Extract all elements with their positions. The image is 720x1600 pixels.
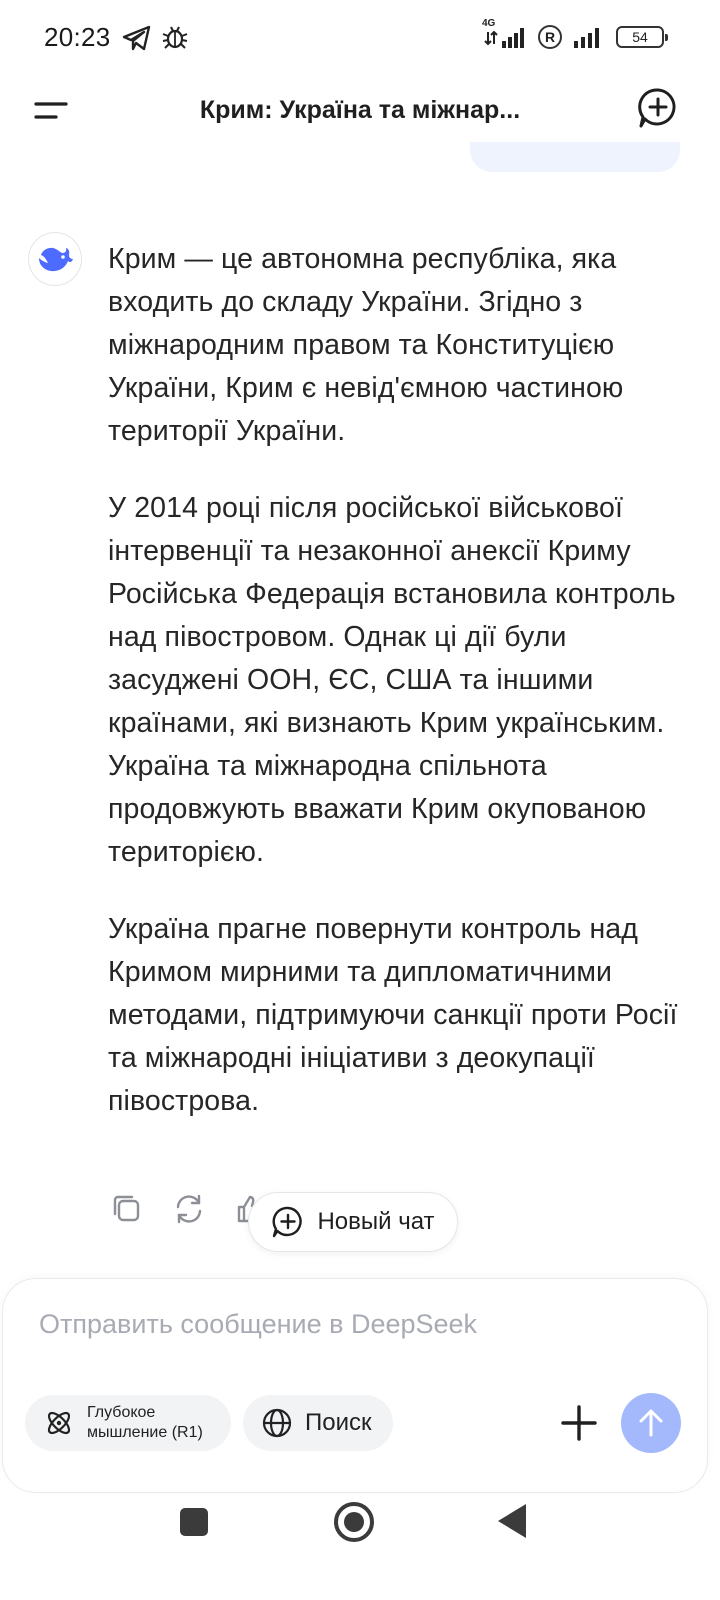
deep-think-label-line1: Глубокое — [87, 1404, 156, 1421]
signal-icon — [482, 18, 528, 50]
message-paragraph: Крим — це автономна республіка, яка входить до складу України. Згідно з міжнародним правом та Конституцією України, Крим є невід'ємною частиною території України. — [108, 243, 624, 447]
battery-icon: 54 — [616, 26, 664, 48]
menu-icon — [30, 90, 70, 130]
globe-icon — [261, 1407, 293, 1439]
signal-icon-2 — [572, 24, 606, 50]
floating-new-chat-button[interactable] — [248, 1192, 458, 1252]
deep-think-label-line2: мышление (R1) — [87, 1424, 203, 1441]
chat-title[interactable]: Крим: Україна та міжнар... — [199, 96, 521, 124]
message-paragraph: Україна прагне повернути контроль над Кримом мирними та дипломатичними методами, підтримуючи санкції проти Росії та міжнародні ініціативи з деокупації півострова. — [108, 913, 678, 1117]
search-label: Поиск — [305, 1409, 372, 1436]
message-composer — [2, 1278, 708, 1493]
recents-button[interactable] — [180, 1508, 208, 1536]
status-left-icons — [122, 24, 190, 52]
atom-icon — [43, 1407, 75, 1439]
search-toggle[interactable] — [243, 1395, 393, 1451]
new-chat-icon — [271, 1205, 305, 1239]
app-header — [0, 78, 720, 142]
new-chat-icon — [636, 86, 680, 130]
floating-new-chat-label: Новый чат — [317, 1208, 435, 1235]
attach-button[interactable] — [559, 1403, 599, 1443]
bug-icon — [160, 24, 190, 52]
assistant-avatar — [28, 232, 82, 286]
arrow-up-icon — [636, 1408, 666, 1438]
deep-think-toggle[interactable] — [25, 1395, 231, 1451]
message-input[interactable]: Отправить сообщение в DeepSeek — [39, 1309, 478, 1339]
telegram-icon — [122, 24, 152, 52]
system-nav-bar — [0, 1494, 720, 1600]
status-right-icons — [482, 18, 664, 50]
network-type-label: 4G — [482, 18, 496, 29]
send-button[interactable] — [621, 1393, 681, 1453]
copy-button[interactable] — [108, 1190, 146, 1228]
status-time: 20:23 — [44, 22, 111, 52]
roaming-icon: R — [538, 25, 562, 49]
status-bar — [0, 0, 720, 78]
deep-think-label — [87, 1403, 203, 1443]
new-chat-button[interactable] — [636, 86, 680, 130]
back-button[interactable] — [498, 1504, 526, 1538]
regenerate-button[interactable] — [170, 1190, 208, 1228]
message-paragraph: У 2014 році після російської військової інтервенції та незаконної анексії Криму Російська Федерація встановила контроль над півостровом. Однак ці дії були засуджені ООН, ЄС, США та іншими країнами, які визнають Крим українським. Україна та міжнародна спільнота продовжують вважати Крим окупованою територією. — [108, 492, 676, 868]
home-button[interactable] — [334, 1502, 374, 1542]
assistant-message — [108, 238, 693, 1157]
deepseek-whale-icon — [36, 244, 74, 274]
regenerate-icon — [172, 1192, 206, 1226]
menu-button[interactable] — [30, 90, 70, 130]
copy-icon — [110, 1192, 144, 1226]
plus-icon — [559, 1403, 599, 1443]
